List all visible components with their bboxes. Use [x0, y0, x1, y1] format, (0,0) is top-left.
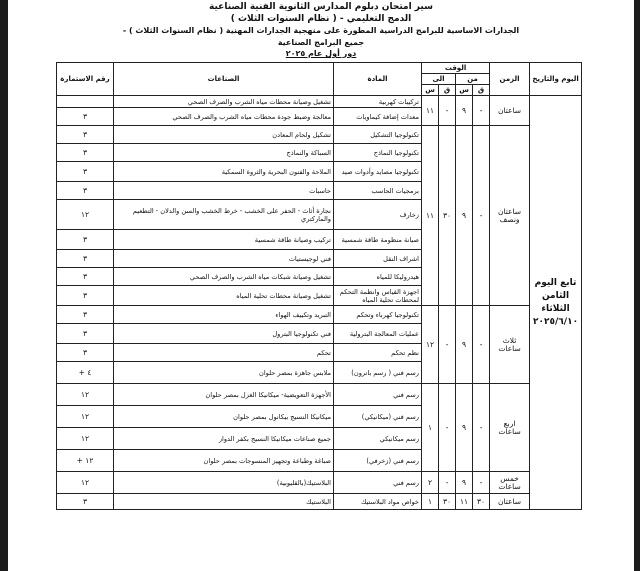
- industry-cell: معالجة وضبط جودة محطات مياه الشرب والصرف الصحي: [114, 108, 334, 126]
- form-number-cell: ٣: [57, 144, 114, 162]
- from-hour-cell: ٩: [456, 96, 473, 126]
- industry-cell: جميع صناعات ميكانيكا النسيج بكفر الدوار: [114, 428, 334, 450]
- form-number-cell: ٣: [57, 162, 114, 182]
- day-date-cell: تابع اليوم الثامن الثلاثاء ٢٠٢٥/٦/١٠: [530, 96, 582, 510]
- subject-cell: هيدروليكا للمياه: [334, 268, 422, 286]
- table-row: [57, 472, 582, 494]
- form-number-cell: ٣: [57, 108, 114, 126]
- to-minute-cell: ٣٠: [439, 126, 456, 306]
- subject-cell: تكنولوجيا النماذج: [334, 144, 422, 162]
- industry-cell: نجارة أثاث - الحفر على الخشب - خرط الخشب والسن والدلان - التطعيم والماركتري: [114, 200, 334, 230]
- header-competencies: - الجدارات الاساسية للبرامج الدراسية المطورة على منهجية الجدارات المهنية ( نظام السنوات الثلاث ): [122, 26, 520, 35]
- industry-cell: تركيب وصيانة طاقة شمسية: [114, 230, 334, 250]
- table-row: [57, 126, 582, 144]
- to-hour-cell: ١٢: [422, 306, 439, 384]
- from-minute-cell: -: [473, 306, 490, 384]
- industry-cell: البلاستيك: [114, 494, 334, 510]
- subject-cell: خواص مواد البلاستيك: [334, 494, 422, 510]
- col-day-header: اليوم والتاريخ: [530, 63, 582, 96]
- from-minute-cell: -: [473, 126, 490, 306]
- industry-cell: تشغيل وصيانة محطات تحلية المياه: [114, 286, 334, 306]
- duration-cell: اربع ساعات: [490, 384, 530, 472]
- industry-cell: فني لوجيستيات: [114, 250, 334, 268]
- header-system: ( نظام السنوات الثلاث ) - الدمج التعليمي: [230, 14, 412, 24]
- form-number-cell: ٣: [57, 306, 114, 324]
- exam-schedule-table: [56, 62, 582, 510]
- from-hour-cell: ١١: [456, 494, 473, 510]
- form-number-cell: ١٢: [57, 472, 114, 494]
- col-form-header: رقم الاستمارة: [57, 63, 114, 96]
- form-number-cell: ١٢: [57, 200, 114, 230]
- header-title: سير امتحان دبلوم المدارس الثانوية الفنية الصناعية: [209, 2, 433, 12]
- table-row: [57, 494, 582, 510]
- col-to-q: ق: [439, 85, 456, 96]
- subject-cell: رسم فني (ميكانيكي): [334, 406, 422, 428]
- to-hour-cell: ١: [422, 494, 439, 510]
- industry-cell: صباغة وطباعة وتجهيز المنسوجات بمصر حلوان: [114, 450, 334, 472]
- form-number-cell: ٣: [57, 126, 114, 144]
- form-number-cell: ٣: [57, 286, 114, 306]
- subject-cell: نظم تحكم: [334, 344, 422, 362]
- table-row: [57, 306, 582, 324]
- to-hour-cell: ١١: [422, 96, 439, 126]
- table-row: [57, 96, 582, 108]
- col-industries-header: الصناعات: [114, 63, 334, 96]
- form-number-cell: ٣: [57, 250, 114, 268]
- col-subject-header: المادة: [334, 63, 422, 96]
- subject-cell: تكنولوجيا التشكيل: [334, 126, 422, 144]
- subject-cell: اشراف النقل: [334, 250, 422, 268]
- scanned-page: [8, 0, 634, 571]
- to-minute-cell: -: [439, 384, 456, 472]
- subject-cell: رسم فني ( رسم باترون): [334, 362, 422, 384]
- form-number-cell: ٣: [57, 344, 114, 362]
- header-session: دور أول عام ٢٠٢٥: [285, 49, 357, 58]
- industry-cell: ميكانيكا النسيج بيكانول بمصر حلوان: [114, 406, 334, 428]
- form-number-cell: ٣: [57, 182, 114, 200]
- form-number-cell: ٣: [57, 268, 114, 286]
- subject-cell: صيانة منظومة طاقة شمسية: [334, 230, 422, 250]
- form-number-cell: ١٢: [57, 384, 114, 406]
- subject-cell: رسم فني: [334, 472, 422, 494]
- from-minute-cell: -: [473, 472, 490, 494]
- from-hour-cell: ٩: [456, 472, 473, 494]
- industry-cell: الملاحة والفنون البحرية والثروة السمكية: [114, 162, 334, 182]
- subject-cell: عمليات المعالجة البترولية: [334, 324, 422, 344]
- industry-cell: حاسبات: [114, 182, 334, 200]
- industry-cell: فني تكنولوجيا البترول: [114, 324, 334, 344]
- to-hour-cell: ٢: [422, 472, 439, 494]
- table-row: [57, 384, 582, 406]
- col-time-header: الوقت: [422, 63, 490, 74]
- form-number-cell: ١٢: [57, 428, 114, 450]
- subject-cell: رسم ميكانيكي: [334, 428, 422, 450]
- from-hour-cell: ٩: [456, 384, 473, 472]
- duration-cell: ثلاث ساعات: [490, 306, 530, 384]
- industry-cell: تحكم: [114, 344, 334, 362]
- industry-cell: الأجهزة التعويضية- ميكانيكا الغزل بمصر حلوان: [114, 384, 334, 406]
- form-number-cell: ٣: [57, 494, 114, 510]
- industry-cell: تشغيل وصيانة شبكات مياه الشرب والصرف الصحي: [114, 268, 334, 286]
- col-duration-header: الزمن: [490, 63, 530, 96]
- subject-cell: معدات إضافة كيماويات: [334, 108, 422, 126]
- duration-cell: ساعتان: [490, 96, 530, 126]
- industry-cell: البلاستيك(بالقليوبية): [114, 472, 334, 494]
- to-minute-cell: -: [439, 96, 456, 126]
- to-hour-cell: ١: [422, 384, 439, 472]
- subject-cell: اجهزة القياس وانظمة التحكم لمحطات تحلية المياه: [334, 286, 422, 306]
- col-to-s: س: [422, 85, 439, 96]
- subject-cell: زخارف: [334, 200, 422, 230]
- subject-cell: تكنولوجيا كهرباء وتحكم: [334, 306, 422, 324]
- subject-cell: رسم فني: [334, 384, 422, 406]
- header-programs: جميع البرامج الصناعية: [277, 38, 365, 47]
- col-from-s: س: [456, 85, 473, 96]
- subject-cell: تكنولوجيا مصايد وأدوات صيد: [334, 162, 422, 182]
- industry-cell: ملابس جاهزة بمصر حلوان: [114, 362, 334, 384]
- form-number-cell: ٣: [57, 230, 114, 250]
- subject-cell: برمجيات الحاسب: [334, 182, 422, 200]
- form-number-cell: ٤ +: [57, 362, 114, 384]
- from-minute-cell: ٣٠: [473, 494, 490, 510]
- to-minute-cell: -: [439, 306, 456, 384]
- form-number-cell: ١٢: [57, 406, 114, 428]
- form-number-cell: ٣: [57, 324, 114, 344]
- industry-cell: التبريد وتكييف الهواء: [114, 306, 334, 324]
- subject-cell: رسم فني (زخرفي): [334, 450, 422, 472]
- to-hour-cell: ١١: [422, 126, 439, 306]
- from-hour-cell: ٩: [456, 126, 473, 306]
- form-number-cell: [57, 96, 114, 108]
- col-from-header: من: [456, 74, 490, 85]
- industry-cell: تشكيل ولحام المعادن: [114, 126, 334, 144]
- subject-cell: تركيبات كهربية: [334, 96, 422, 108]
- to-minute-cell: ٣٠: [439, 494, 456, 510]
- col-to-header: الى: [422, 74, 456, 85]
- from-minute-cell: -: [473, 96, 490, 126]
- duration-cell: ساعتان: [490, 494, 530, 510]
- industry-cell: تشغيل وصيانة محطات مياه الشرب والصرف الصحي: [114, 96, 334, 108]
- duration-cell: ساعتان ونصف: [490, 126, 530, 306]
- col-from-q: ق: [473, 85, 490, 96]
- duration-cell: خمس ساعات: [490, 472, 530, 494]
- form-number-cell: ١٢ +: [57, 450, 114, 472]
- industry-cell: السباكة والنماذج: [114, 144, 334, 162]
- from-hour-cell: ٩: [456, 306, 473, 384]
- to-minute-cell: -: [439, 472, 456, 494]
- from-minute-cell: -: [473, 384, 490, 472]
